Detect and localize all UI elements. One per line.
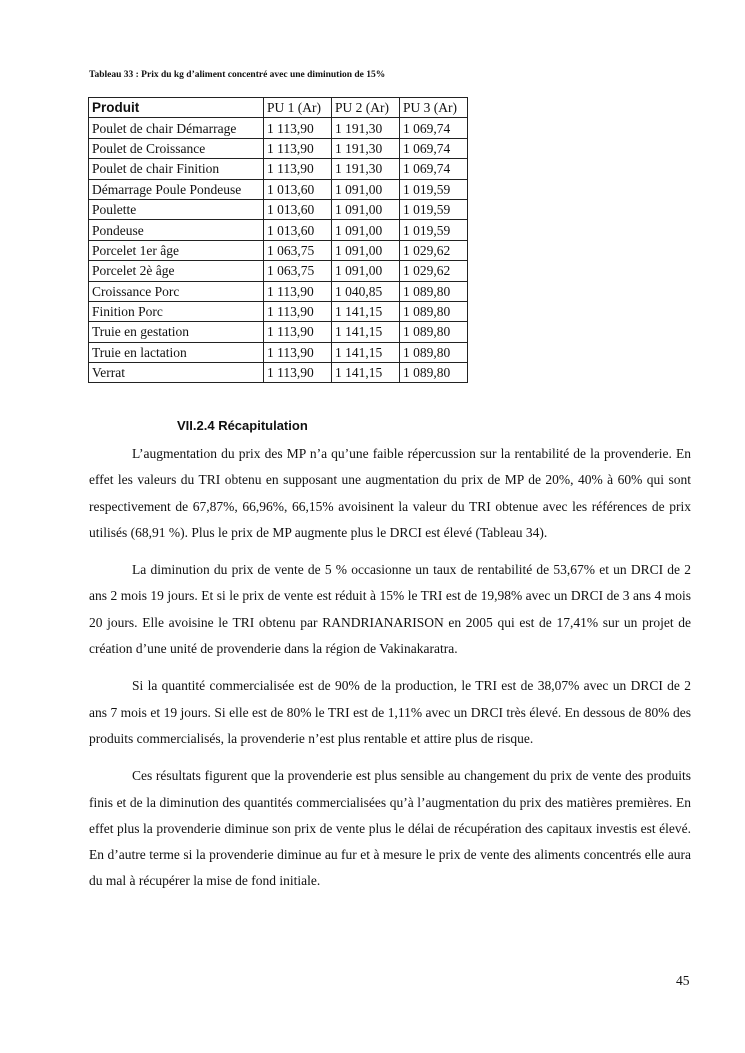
cell-produit: Truie en gestation <box>89 322 264 342</box>
table-row <box>89 159 468 179</box>
cell-pu3: 1 089,80 <box>400 342 468 362</box>
cell-pu3: 1 019,59 <box>400 199 468 219</box>
cell-produit: Poulette <box>89 199 264 219</box>
cell-pu2: 1 141,15 <box>332 342 400 362</box>
cell-pu1: 1 113,90 <box>264 159 332 179</box>
table-row <box>89 199 468 219</box>
cell-pu1: 1 013,60 <box>264 220 332 240</box>
cell-produit: Poulet de chair Démarrage <box>89 118 264 138</box>
paragraph: La diminution du prix de vente de 5 % occasionne un taux de rentabilité de 53,67% et un DRCI de 2 ans 2 mois 19 jours. Et si le prix de vente est réduit à 15% le TRI est de 19,98% avec un DRCI de 3 ans 4 mois 20 jours. Elle avoisine le TRI obtenu par RANDRIANARISON en 2005 qui est de 17,41% sur un projet de création d’une unité de provenderie dans la région de Vakinakaratra. <box>89 562 691 657</box>
paragraph: Si la quantité commercialisée est de 90% de la production, le TRI est de 38,07% avec un DRCI de 2 ans 7 mois et 19 jours. Si elle est de 80% le TRI est de 1,11% avec un DRCI très élevé. En dessous de 80% des produits commercialisés, la provenderie n’est plus rentable et attire plus de risque. <box>89 678 691 746</box>
cell-pu1: 1 113,90 <box>264 138 332 158</box>
cell-pu1: 1 013,60 <box>264 179 332 199</box>
cell-pu3: 1 069,74 <box>400 118 468 138</box>
cell-produit: Finition Porc <box>89 301 264 321</box>
cell-pu2: 1 191,30 <box>332 138 400 158</box>
cell-pu3: 1 019,59 <box>400 220 468 240</box>
cell-produit: Démarrage Poule Pondeuse <box>89 179 264 199</box>
cell-pu2: 1 141,15 <box>332 322 400 342</box>
cell-pu3: 1 029,62 <box>400 240 468 260</box>
table-body <box>89 118 468 383</box>
cell-pu1: 1 063,75 <box>264 240 332 260</box>
cell-pu1: 1 113,90 <box>264 281 332 301</box>
cell-pu1: 1 113,90 <box>264 322 332 342</box>
cell-pu3: 1 019,59 <box>400 179 468 199</box>
cell-pu3: 1 089,80 <box>400 363 468 383</box>
cell-produit: Pondeuse <box>89 220 264 240</box>
cell-pu3: 1 089,80 <box>400 322 468 342</box>
table-row <box>89 301 468 321</box>
section-body <box>89 441 691 906</box>
cell-pu3: 1 089,80 <box>400 281 468 301</box>
cell-pu1: 1 113,90 <box>264 301 332 321</box>
price-table <box>88 97 468 383</box>
column-header-pu2: PU 2 (Ar) <box>332 98 400 118</box>
table-row <box>89 261 468 281</box>
table-row <box>89 342 468 362</box>
cell-pu2: 1 091,00 <box>332 240 400 260</box>
cell-produit: Verrat <box>89 363 264 383</box>
table-row <box>89 138 468 158</box>
cell-produit: Truie en lactation <box>89 342 264 362</box>
section-heading: VII.2.4 Récapitulation <box>177 418 308 433</box>
table-row <box>89 179 468 199</box>
table-row <box>89 363 468 383</box>
table-row <box>89 281 468 301</box>
cell-produit: Poulet de chair Finition <box>89 159 264 179</box>
cell-produit: Croissance Porc <box>89 281 264 301</box>
table-row <box>89 322 468 342</box>
table-header-row <box>89 98 468 118</box>
cell-pu2: 1 191,30 <box>332 159 400 179</box>
table-caption: Tableau 33 : Prix du kg d’aliment concentré avec une diminution de 15% <box>89 70 386 80</box>
page-number: 45 <box>676 973 690 988</box>
column-header-pu1: PU 1 (Ar) <box>264 98 332 118</box>
cell-pu2: 1 040,85 <box>332 281 400 301</box>
cell-pu2: 1 141,15 <box>332 301 400 321</box>
cell-pu3: 1 029,62 <box>400 261 468 281</box>
cell-pu2: 1 091,00 <box>332 220 400 240</box>
cell-pu1: 1 113,90 <box>264 342 332 362</box>
cell-produit: Porcelet 2è âge <box>89 261 264 281</box>
cell-pu1: 1 113,90 <box>264 363 332 383</box>
cell-pu1: 1 113,90 <box>264 118 332 138</box>
cell-pu3: 1 089,80 <box>400 301 468 321</box>
cell-pu1: 1 013,60 <box>264 199 332 219</box>
paragraph: L’augmentation du prix des MP n’a qu’une faible répercussion sur la rentabilité de la provenderie. En effet les valeurs du TRI obtenu en supposant une augmentation du prix de MP de 20%, 40% à 60% qui sont respectivement de 67,87%, 66,96%, 66,15% avoisinent la valeur du TRI obtenue avec les références de prix utilisés (68,91 %). Plus le prix de MP augmente plus le DRCI est élevé (Tableau 34). <box>89 446 691 540</box>
cell-pu3: 1 069,74 <box>400 159 468 179</box>
cell-pu2: 1 091,00 <box>332 199 400 219</box>
cell-pu3: 1 069,74 <box>400 138 468 158</box>
cell-pu1: 1 063,75 <box>264 261 332 281</box>
cell-pu2: 1 091,00 <box>332 179 400 199</box>
table-row <box>89 240 468 260</box>
paragraph: Ces résultats figurent que la provenderie est plus sensible au changement du prix de vente des produits finis et de la diminution des quantités commercialisées qu’à l’augmentation du prix des matières premières. En effet plus la provenderie diminue son prix de vente plus le délai de récupération des capitaux investis est élevé. En d’autre terme si la provenderie diminue au fur et à mesure le prix de vente des aliments concentrés elle aura du mal à récupérer la mise de fond initiale. <box>89 768 691 889</box>
table-row <box>89 118 468 138</box>
cell-produit: Poulet de Croissance <box>89 138 264 158</box>
table-row <box>89 220 468 240</box>
cell-pu2: 1 141,15 <box>332 363 400 383</box>
cell-produit: Porcelet 1er âge <box>89 240 264 260</box>
cell-pu2: 1 091,00 <box>332 261 400 281</box>
cell-pu2: 1 191,30 <box>332 118 400 138</box>
column-header-produit: Produit <box>89 98 264 118</box>
column-header-pu3: PU 3 (Ar) <box>400 98 468 118</box>
